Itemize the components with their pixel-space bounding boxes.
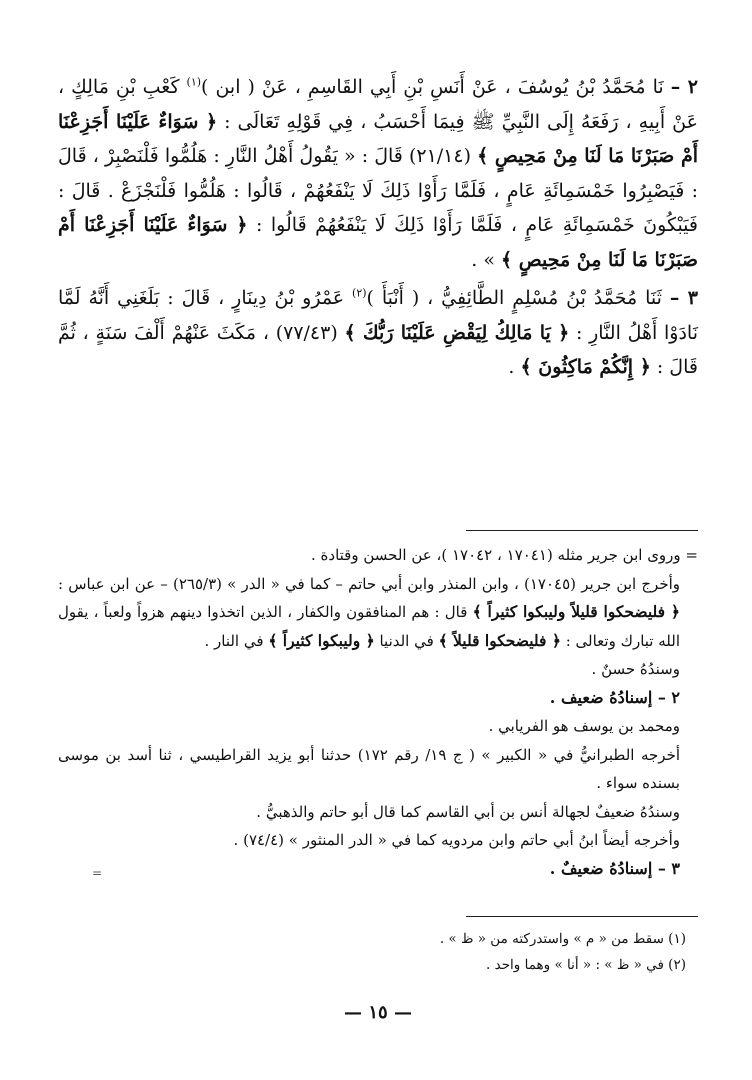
main-text — [58, 70, 698, 385]
hadith-3-text-1: ثَنَا مُحَمَّدُ بْنُ مُسْلِمٍ الطَّائِفِيُّ ، ( أَنْبَأَ ) — [366, 287, 670, 309]
commentary-divider — [466, 530, 698, 531]
footnote-ref-2[interactable]: (٢) — [352, 286, 367, 300]
hadith-2 — [58, 70, 698, 277]
quran-verse-3: ﴿ يَا مَالِكُ لِيَقْضِ عَلَيْنَا رَبُّكَ ﴾ — [344, 321, 570, 344]
commentary-quote-2: ﴿ فليضحكوا قليلاً ﴾ — [438, 630, 561, 650]
hadith-3-text-4: . — [508, 356, 521, 378]
hadith-2-text-4: » . — [471, 248, 501, 271]
footnote-2: (٢) في « ظ » : « أنا » وهما واحد . — [486, 957, 686, 973]
commentary-line-4: ومحمد بن يوسف هو الفريابي . — [488, 717, 680, 735]
commentary-ibn-abbas — [58, 570, 698, 656]
hadith-2-text-1: نَا مُحَمَّدُ بْنُ يُوسُفَ ، عَنْ أَنَسِ بْنِ أَبِي القَاسِمِ ، عَنْ ( ابن ) — [201, 76, 671, 98]
commentary-heading-2: ٢ – إسنادُهُ ضعيف . — [549, 687, 680, 707]
footnote-1: (١) سقط من « م » واستدركته من « ظ » . — [439, 931, 686, 947]
hadith-2-number: ٢ – — [670, 76, 698, 98]
hadith-3-number: ٣ – — [669, 287, 698, 309]
quran-verse-2: ﴿ سَوَاءٌ عَلَيْنَا أَجَزِعْنَا أَمْ صَبَرْنَا مَا لَنَا مِنْ مَحِيصٍ ﴾ — [58, 214, 698, 271]
commentary-p2-b: قال : هم المنافقون والكفار ، الذين اتخذوا دينهم هزواً ولعباً ، يقول الله تبارك وتعالى : — [58, 603, 680, 650]
commentary-sanad-hasan: وسندُهُ حسنٌ . — [591, 660, 680, 678]
hadith-2-text-2: كَعْبِ بْنِ مَالِكٍ ، عَنْ أَبِيهِ ، رَفَعَهُ إِلَى النَّبِيِّ ﷺ فِيمَا أَحْسَبُ ، فِي قَوْلِهِ تَعَالَى : — [58, 76, 698, 133]
quran-verse-1: ﴿ سَوَاءٌ عَلَيْنَا أَجَزِعْنَا أَمْ صَبَرْنَا مَا لَنَا مِنْ مَحِيصٍ ﴾ — [58, 110, 698, 167]
commentary-line-5: أخرجه الطبرانيُّ في « الكبير » ( ج ١٩/ رقم ١٧٢) حدثنا أبو يزيد القراطيسي ، ثنا أسد بن موسى بسنده سواء . — [58, 745, 681, 792]
page-number: — ١٥ — — [344, 1002, 412, 1023]
margin-mark: = — [92, 866, 103, 880]
page — [58, 70, 699, 1023]
quran-verse-4: ﴿ إِنَّكُمْ مَاكِثُونَ ﴾ — [520, 356, 651, 378]
commentary-line-6: وسندُهُ ضعيفٌ لجهالة أنس بن أبي القاسم كما قال أبو حاتم والذهبيُّ . — [256, 802, 680, 821]
hadith-3 — [58, 281, 698, 385]
footnotes — [66, 926, 686, 978]
hadith-3-text-3: (٧٧/٤٣) ، مَكَثَ عَنْهُمْ أَلْفَ سَنَةٍ ، ثُمَّ قَالَ : — [58, 321, 698, 378]
commentary-line-1: = وروى ابن جرير مثله (١٧٠٤١ ، ١٧٠٤٢ )، عن الحسن وقتادة . — [311, 546, 698, 564]
hadith-2-text-3: (٢١/١٤) قَالَ : « يَقُولُ أَهْلُ النَّارِ : هَلُمُّوا فَلْنَصْبِرْ ، قَالَ : فَيَصْبِرُوا خَمْسَمِائَةِ عَامٍ ، فَلَمَّا رَأَوْا ذَلِكَ لَا يَنْفَعُهُمْ ، قَالُوا : هَلُمُّوا فَلْنَجْزَعْ . قَالَ : فَيَبْكُونَ خَمْسَمِائَةِ عَامٍ ، فَلَمَّا رَأَوْا ذَلِكَ لَا يَنْفَعُهُمْ قَالُوا : — [58, 145, 698, 236]
commentary-p2-c: في الدنيا — [374, 631, 439, 650]
hadith-3-text-2: عَمْرُو بْنُ دِينَارٍ ، قَالَ : بَلَغَنِي أَنَّهُ لَمَّا نَادَوْا أَهْلُ النَّارِ : — [58, 287, 699, 344]
commentary-heading-3: ٣ – إسنادُهُ ضعيفٌ . — [549, 858, 680, 878]
footnotes-divider — [466, 916, 698, 917]
commentary-line-7: وأخرجه أيضاً ابنُ أبي حاتم وابن مردويه كما في « الدر المنثور » (٧٤/٤) . — [233, 831, 680, 849]
commentary-quote-1: ﴿ فليضحكوا قليلاً وليبكوا كثيراً ﴾ — [472, 602, 680, 621]
commentary — [58, 541, 698, 883]
footnote-ref-1[interactable]: (١) — [186, 75, 202, 89]
commentary-p2-d: في النار . — [204, 631, 269, 650]
commentary-p2-a: وأخرج ابن جرير (١٧٠٤٥) ، وابن المنذر وابن أبي حاتم – كما في « الدر » (٢٦٥/٣) – عن ابن عباس : — [58, 574, 681, 593]
commentary-quote-3: ﴿ وليبكوا كثيراً ﴾ — [268, 630, 375, 650]
